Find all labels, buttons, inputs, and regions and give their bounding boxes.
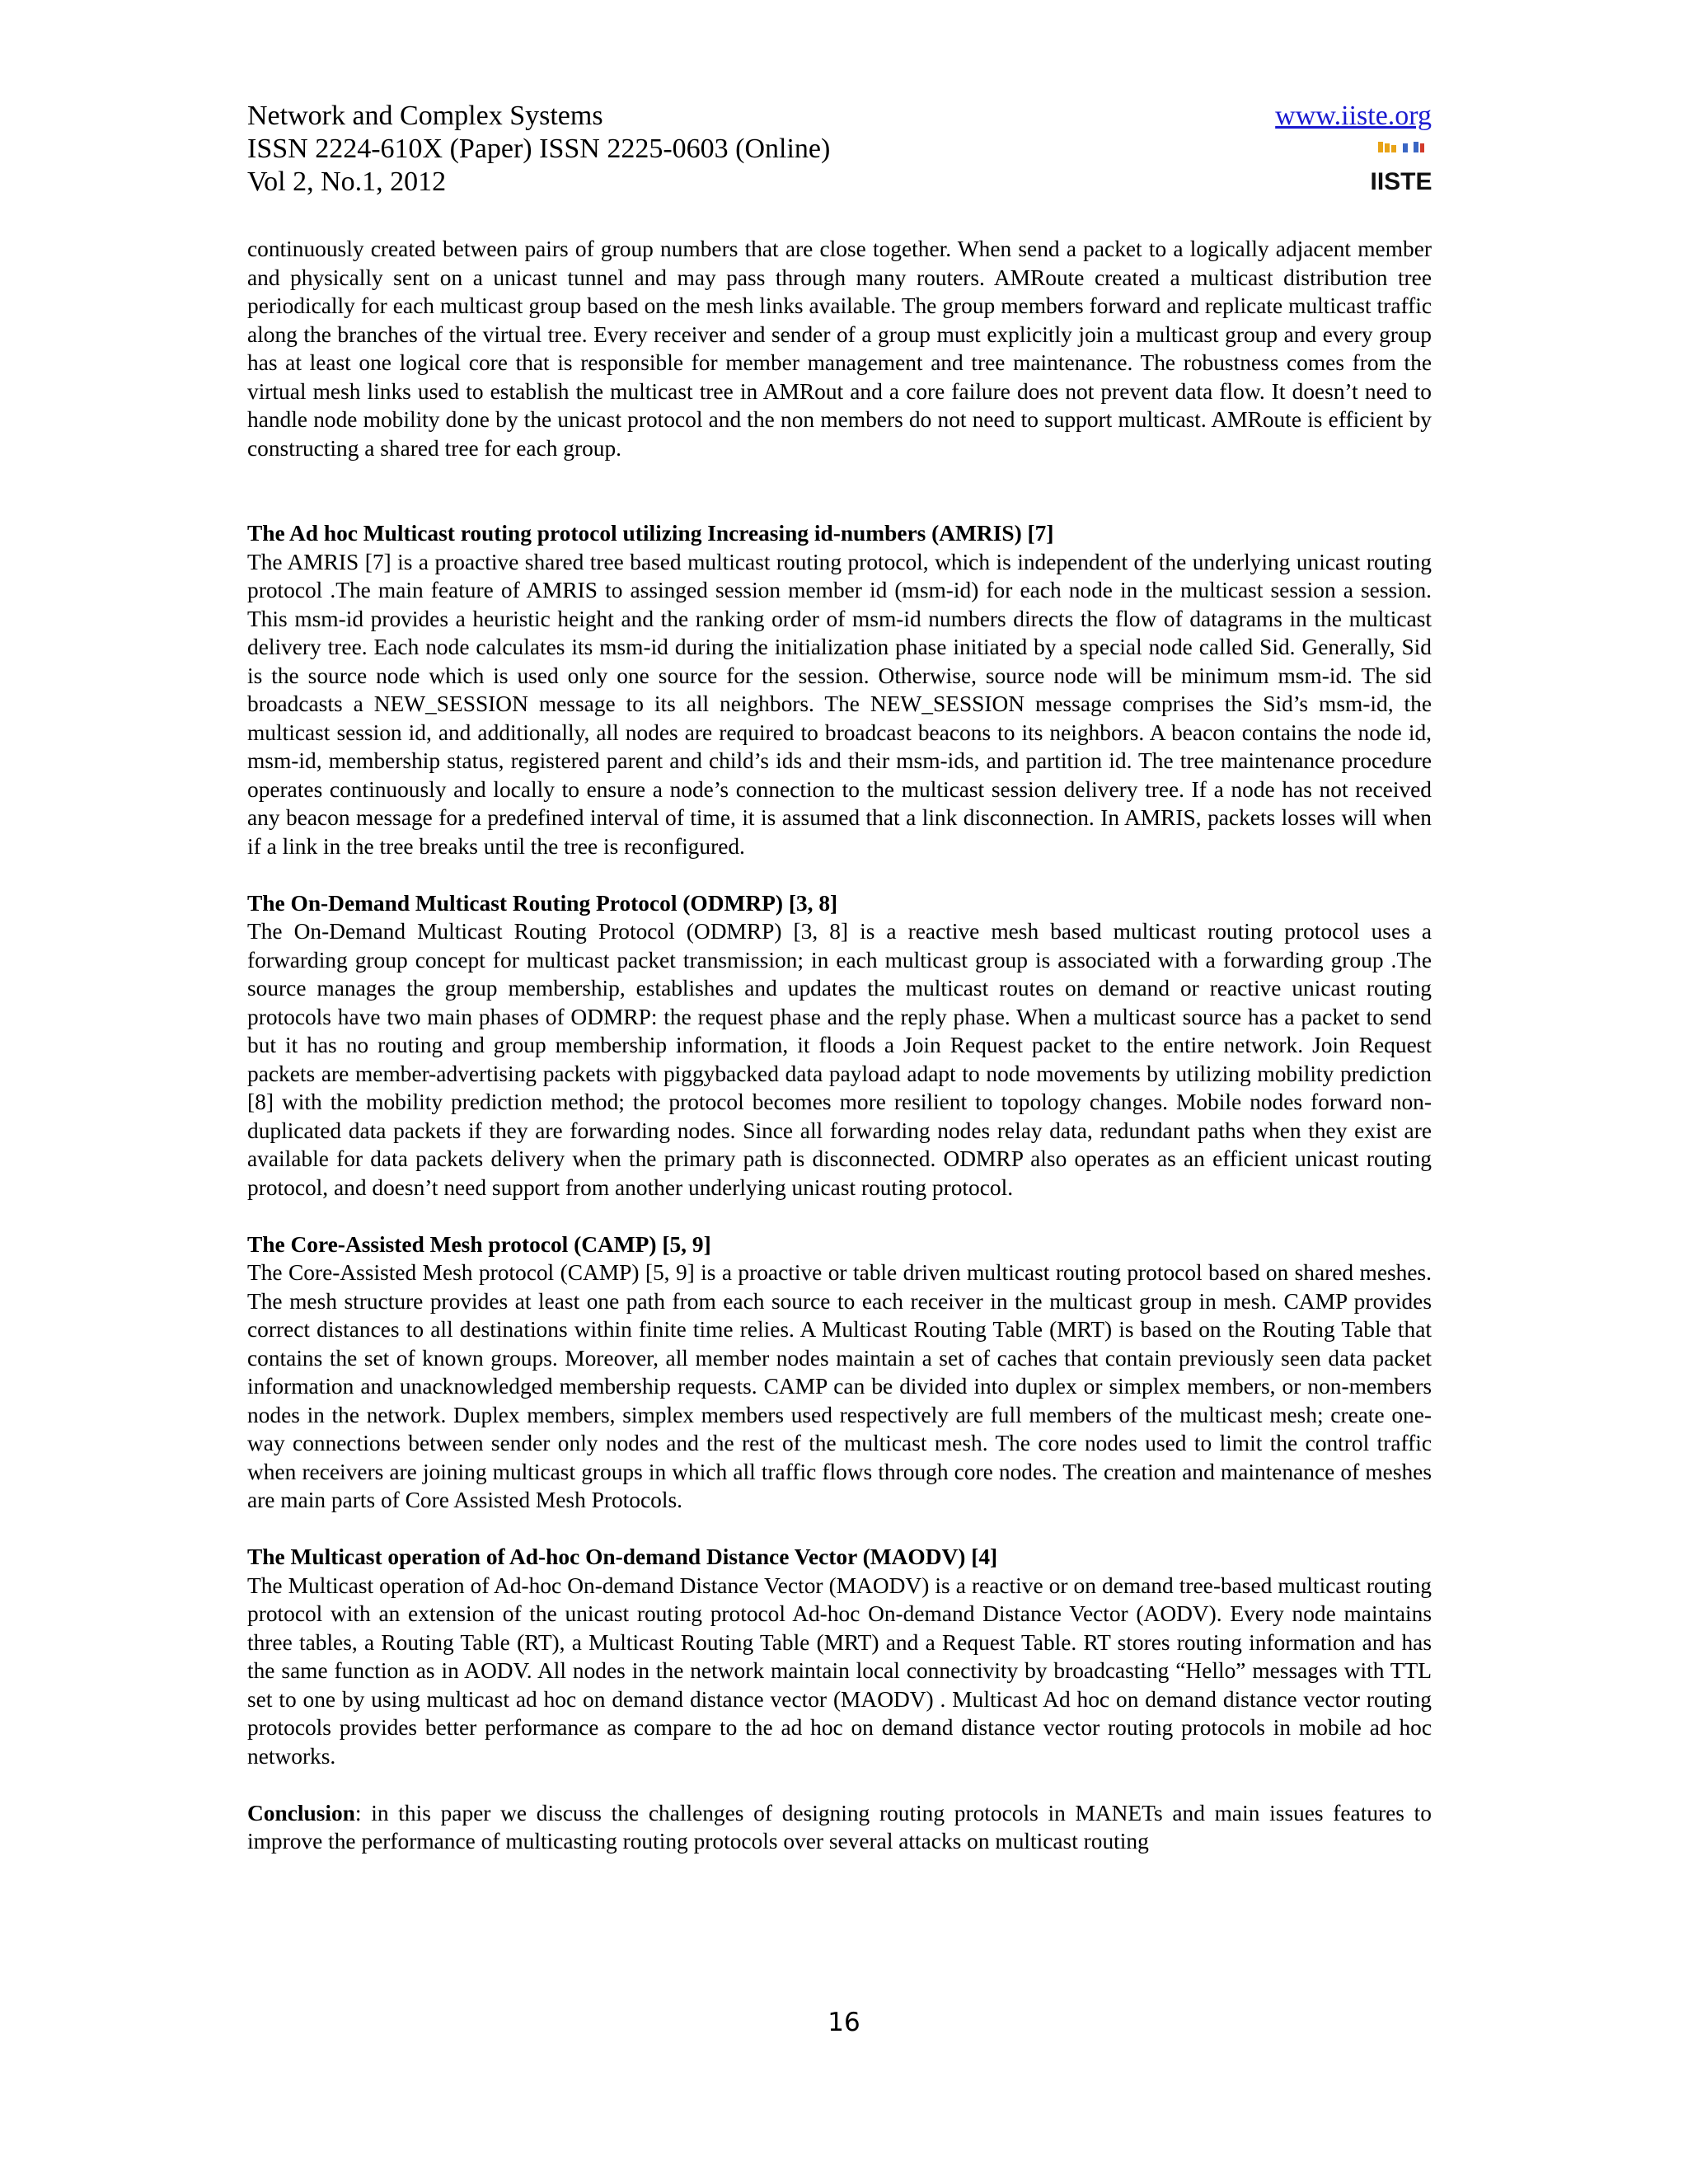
logo-text: IISTE [1370, 168, 1432, 195]
section-heading-amris: The Ad hoc Multicast routing protocol utilizing Increasing id-numbers (AMRIS) [7] [247, 521, 1054, 546]
section-heading-maodv: The Multicast operation of Ad-hoc On-demand Distance Vector (MAODV) [4] [247, 1544, 998, 1569]
section-text-maodv: The Multicast operation of Ad-hoc On-demand Distance Vector (MAODV) is a reactive or on demand tree-based multicast routing protocol with an extension of the unicast routing protocol Ad-hoc On-demand Distance Vector (AODV). Every node maintains three tables, a Routing Table (RT), a Multicast Routing Table (MRT) and a Request Table. RT stores routing information and has the same function as in AODV. All nodes in the network maintain local connectivity by broadcasting “Hello” messages with TTL set to one by using multicast ad hoc on demand distance vector (MAODV) . Multicast Ad hoc on demand distance vector routing protocols provides better performance as compare to the ad hoc on demand distance vector routing protocols in mobile ad hoc networks. [247, 1572, 1432, 1769]
logo-bar-5 [1414, 142, 1418, 152]
logo-bar-2 [1385, 143, 1390, 152]
issn-line: ISSN 2224-610X (Paper) ISSN 2225-0603 (Online) [247, 134, 831, 164]
iiste-logo [1370, 140, 1432, 196]
section-text-amris: The AMRIS [7] is a proactive shared tree based multicast routing protocol, which is independent of the underlying unicast routing protocol .The main feature of AMRIS to assinged session member id (msm-id) for each node in the multicast session a session. This msm-id provides a heuristic height and the ranking order of msm-id numbers directs the flow of datagrams in the multicast delivery tree. Each node calculates its msm-id during the initialization phase initiated by a special node called Sid. Generally, Sid is the source node which is used only one source for the session. Otherwise, source node will be minimum msm-id. The sid broadcasts a NEW_SESSION message to its all neighbors. The NEW_SESSION message comprises the Sid’s msm-id, the multicast session id, and additionally, all nodes are required to broadcast beacons to its neighbors. A beacon contains the node id, msm-id, membership status, registered parent and child’s ids and their msm-ids, and partition id. The tree maintenance procedure operates continuously and locally to ensure a node’s connection to the multicast session delivery tree. If a node has not received any beacon message for a predefined interval of time, it is assumed that a link disconnection. In AMRIS, packets losses will when if a link in the tree breaks until the tree is reconfigured. [247, 549, 1432, 859]
conclusion-label: Conclusion [247, 1800, 355, 1825]
journal-title: Network and Complex Systems [247, 101, 603, 131]
logo-bar-3 [1391, 145, 1396, 152]
logo-bar-1 [1378, 142, 1383, 152]
logo-bar-6 [1420, 143, 1424, 152]
section-text-camp: The Core-Assisted Mesh protocol (CAMP) [5, 9] is a proactive or table driven multicast routing protocol based on shared meshes. The mesh structure provides at least one path from each source to each receiver in the multicast group in mesh. CAMP provides correct distances to all destinations within finite time relies. A Multicast Routing Table (MRT) is based on the Routing Table that contains the set of known groups. Moreover, all member nodes maintain a set of caches that contain previously seen data packet information and unacknowledged membership requests. CAMP can be divided into duplex or simplex members, or non-members nodes in the network. Duplex members, simplex members used respectively are full members of the multicast mesh; create one-way connections between sender only nodes and the rest of the multicast mesh. The core nodes used to limit the control traffic when receivers are joining multicast groups in which all traffic flows through core nodes. The creation and maintenance of meshes are main parts of Core Assisted Mesh Protocols. [247, 1260, 1432, 1512]
conclusion-paragraph [247, 1799, 1432, 1856]
article-body [247, 235, 1432, 1856]
intro-paragraph: continuously created between pairs of group numbers that are close together. When send a packet to a logically adjacent member and physically sent on a unicast tunnel and may pass through many routers. AMRoute created a multicast distribution tree periodically for each multicast group based on the mesh links available. The group members forward and replicate multicast traffic along the branches of the virtual tree. Every receiver and sender of a group must explicitly join a multicast group and every group has at least one logical core that is responsible for member management and tree maintenance. The robustness comes from the virtual mesh links used to establish the multicast tree in AMRout and a core failure does not prevent data flow. It doesn’t need to handle node mobility done by the unicast protocol and the non members do not need to support multicast. AMRoute is efficient by constructing a shared tree for each group. [247, 237, 1432, 461]
section-heading-camp: The Core-Assisted Mesh protocol (CAMP) [5, 9] [247, 1231, 711, 1257]
section-heading-odmrp: The On-Demand Multicast Routing Protocol (ODMRP) [3, 8] [247, 890, 838, 916]
logo-bar-4 [1403, 143, 1408, 152]
volume-line: Vol 2, No.1, 2012 [247, 166, 447, 197]
page-number: 16 [828, 2008, 860, 2037]
conclusion-text: : in this paper we discuss the challenges of designing routing protocols in MANETs and main issues features to improve the performance of multicasting routing protocols over several attacks on multicast routing [247, 1800, 1432, 1854]
website-link[interactable]: www.iiste.org [1275, 101, 1432, 131]
section-text-odmrp: The On-Demand Multicast Routing Protocol (ODMRP) [3, 8] is a reactive mesh based multicast routing protocol uses a forwarding group concept for multicast packet transmission; in each multicast group is associated with a forwarding group .The source manages the group membership, establishes and updates the multicast routes on demand or reactive unicast routing protocols have two main phases of ODMRP: the request phase and the reply phase. When a multicast source has a packet to send but it has no routing and group membership information, it floods a Join Request packet to the entire network. Join Request packets are member-advertising packets with piggybacked data payload adapt to node movements by utilizing mobility prediction [8] with the mobility prediction method; the protocol becomes more resilient to topology changes. Mobile nodes forward non-duplicated data packets if they are forwarding nodes. Since all forwarding nodes relay data, redundant paths when they exist are available for data packets delivery when the primary path is disconnected. ODMRP also operates as an efficient unicast routing protocol, and doesn’t need support from another underlying unicast routing protocol. [247, 919, 1432, 1200]
